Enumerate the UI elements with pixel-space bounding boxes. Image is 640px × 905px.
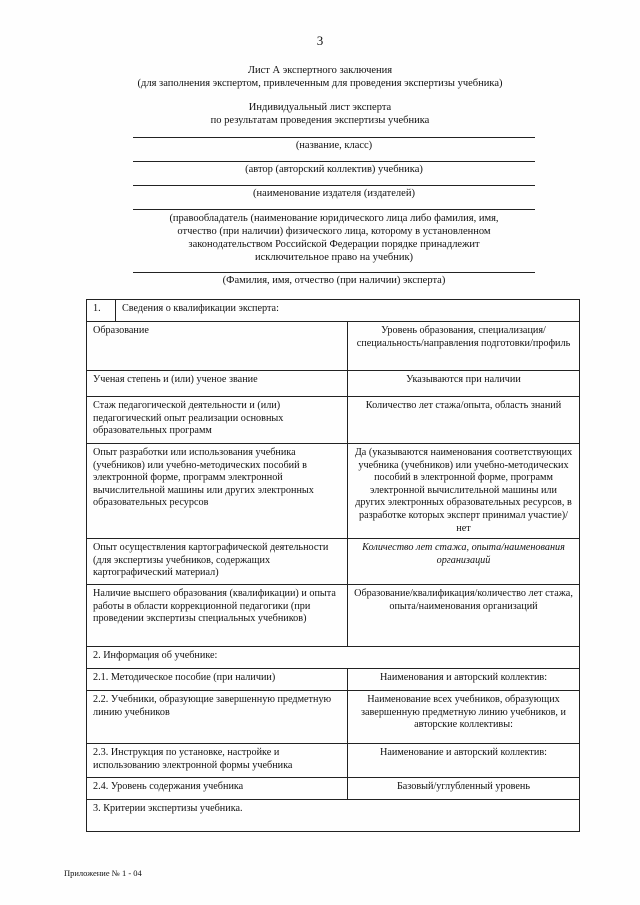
list-subtitle: по результатам проведения экспертизы учебника: [210, 115, 430, 126]
sheet-subtitle: (для заполнения экспертом, привлеченным для проведения экспертизы учебника): [137, 78, 503, 89]
education-value: Уровень образования, специализация/специальность/направления подготовки/профиль: [348, 322, 580, 371]
method-guide-value: Наименования и авторский коллектив:: [348, 669, 580, 691]
cartography-value: Количество лет стажа, опыта/наименования организаций: [348, 539, 580, 585]
subject-line-label: 2.2. Учебники, образующие завершенную предметную линию учебников: [87, 691, 348, 744]
copyright-line: [133, 209, 535, 210]
authors-caption: (автор (авторский коллектив) учебника): [245, 164, 423, 175]
sheet-title: Лист А экспертного заключения: [247, 65, 393, 76]
copyright-caption-4: исключительное право на учебник): [254, 252, 414, 263]
content-level-label: 2.4. Уровень содержания учебника: [87, 778, 348, 800]
cartography-label: Опыт осуществления картографической деятельности (для экспертизы учебников, содержащих картографический материал): [87, 539, 348, 585]
e-development-value: Да (указываются наименования соответствующих учебника (учебников) или учебно-методических пособий в электронной форме, программ электронной вычислительной машины или других электронных образовательных ресурсов, в разработке которых эксперт принимал участие)/нет: [348, 444, 580, 539]
subject-line-value: Наименование всех учебников, образующих завершенную предметную линию учебников, и авторские коллективы:: [348, 691, 580, 744]
expert-name-line: [133, 272, 535, 273]
install-instruction-label: 2.3. Инструкция по установке, настройке и использованию электронной формы учебника: [87, 744, 348, 778]
education-label: Образование: [87, 322, 348, 371]
copyright-caption-2: отчество (при наличии) физического лица, которому в установленном: [177, 226, 491, 237]
install-instruction-value: Наименование и авторский коллектив:: [348, 744, 580, 778]
content-level-value: Базовый/углубленный уровень: [348, 778, 580, 800]
section-2-title: 2. Информация об учебнике:: [87, 647, 580, 669]
name-class-line: [133, 137, 535, 138]
authors-line: [133, 161, 535, 162]
publisher-caption: (наименование издателя (издателей): [253, 188, 415, 199]
copyright-caption-1: (правообладатель (наименование юридического лица либо фамилия, имя,: [169, 213, 499, 224]
footer-annex: Приложение № 1 - 04: [64, 868, 142, 878]
name-class-caption: (название, класс): [295, 140, 373, 151]
expert-info-table: [86, 299, 580, 832]
copyright-caption-3: законодательством Российской Федерации порядке принадлежит: [188, 239, 480, 250]
page-number: 3: [316, 33, 324, 48]
e-development-label: Опыт разработки или использования учебника (учебников) или учебно-методических пособий в электронной форме, программ электронной вычислительной машины или других электронных образовательных ресурсов: [87, 444, 348, 539]
experience-label: Стаж педагогической деятельности и (или) педагогический опыт реализации основных образовательных программ: [87, 397, 348, 444]
correctional-label: Наличие высшего образования (квалификации) и опыта работы в области коррекционной педагогики (при проведении экспертизы специальных учебников): [87, 585, 348, 647]
section-1-title: Сведения о квалификации эксперта:: [116, 300, 580, 322]
expert-name-caption: (Фамилия, имя, отчество (при наличии) эксперта): [222, 275, 446, 286]
section-1-number: 1.: [87, 300, 116, 322]
list-title: Индивидуальный лист эксперта: [248, 102, 392, 113]
degree-label: Ученая степень и (или) ученое звание: [87, 371, 348, 397]
experience-value: Количество лет стажа/опыта, область знаний: [348, 397, 580, 444]
degree-value: Указываются при наличии: [348, 371, 580, 397]
correctional-value: Образование/квалификация/количество лет стажа, опыта/наименования организаций: [348, 585, 580, 647]
method-guide-label: 2.1. Методическое пособие (при наличии): [87, 669, 348, 691]
section-3-title: 3. Критерии экспертизы учебника.: [87, 800, 580, 832]
publisher-line: [133, 185, 535, 186]
